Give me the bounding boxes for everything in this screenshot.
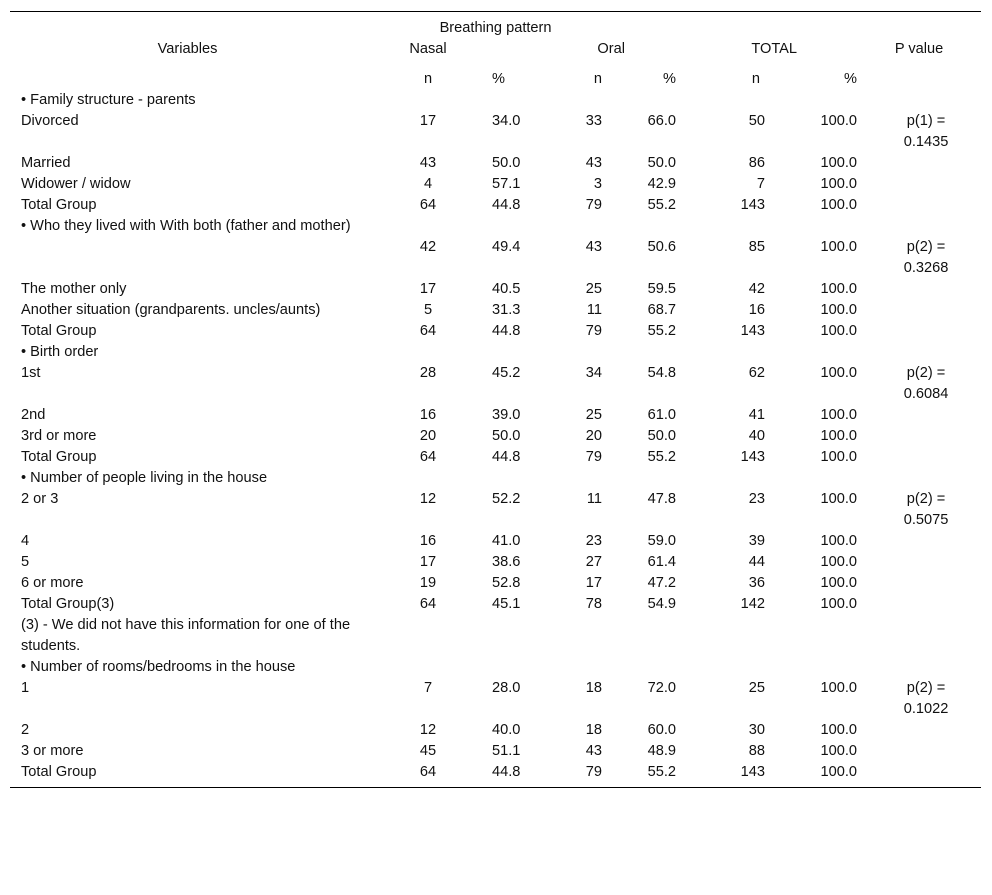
table-row [10, 174, 981, 195]
oral-n-cell: 25 [585, 281, 602, 297]
oral-n-cell: 78 [585, 596, 602, 612]
total-pct-cell: 100.0 [820, 428, 857, 444]
total-n-cell: 36 [748, 575, 765, 591]
group-family-structure-label: • Family structure - parents [21, 92, 196, 108]
table-row [10, 489, 981, 531]
oral-pct-cell: 61.0 [647, 407, 676, 423]
total-pct-cell: 100.0 [820, 323, 857, 339]
row-label: 3rd or more [21, 428, 97, 444]
table-row [10, 321, 981, 342]
oral-n-cell: 43 [585, 743, 602, 759]
row-label: 2 or 3 [21, 491, 59, 507]
nasal-pct-cell: 51.1 [492, 743, 521, 759]
footnote-3-label: (3) - We did not have this information for one of the students. [21, 617, 351, 654]
group-family-structure [10, 90, 981, 111]
p-value-cell [857, 552, 981, 573]
header-nasal: Nasal [409, 41, 447, 57]
header-nasal-n: n [423, 71, 433, 87]
oral-n-cell: 11 [586, 302, 602, 318]
oral-n-cell: 34 [585, 365, 602, 381]
table-row [10, 447, 981, 468]
oral-pct-cell: 55.2 [647, 449, 676, 465]
group-lived-with [10, 216, 981, 237]
nasal-pct-cell: 34.0 [492, 113, 521, 129]
total-n-cell: 23 [748, 491, 765, 507]
nasal-n-cell: 64 [419, 197, 437, 213]
total-n-cell: 42 [748, 281, 765, 297]
p-value-cell [857, 195, 981, 216]
oral-pct-cell: 55.2 [647, 323, 676, 339]
group-birth-order-label: • Birth order [21, 344, 99, 360]
p-value-cell [857, 573, 981, 594]
group-people-in-house-label: • Number of people living in the house [21, 470, 268, 486]
nasal-n-cell: 17 [419, 554, 437, 570]
oral-n-cell: 43 [585, 239, 602, 255]
total-pct-cell: 100.0 [820, 491, 857, 507]
p-value-cell [857, 405, 981, 426]
group-people-in-house [10, 468, 981, 489]
nasal-n-cell: 16 [419, 407, 437, 423]
oral-n-cell: 79 [585, 764, 602, 780]
p-value-cell [857, 447, 981, 468]
total-pct-cell: 100.0 [820, 239, 857, 255]
table-row [10, 594, 981, 615]
total-n-cell: 16 [748, 302, 765, 318]
oral-pct-cell: 50.0 [647, 428, 676, 444]
total-n-cell: 143 [740, 449, 765, 465]
nasal-n-cell: 17 [419, 113, 437, 129]
oral-n-cell: 79 [585, 323, 602, 339]
oral-pct-cell: 59.0 [647, 533, 676, 549]
oral-n-cell: 18 [585, 722, 602, 738]
total-n-cell: 143 [740, 323, 765, 339]
row-label: 2 [21, 722, 30, 738]
total-pct-cell: 100.0 [820, 680, 857, 696]
oral-pct-cell: 55.2 [647, 197, 676, 213]
oral-pct-cell: 55.2 [647, 764, 676, 780]
row-label: 3 or more [21, 743, 84, 759]
oral-n-cell: 33 [585, 113, 602, 129]
total-n-cell: 143 [740, 197, 765, 213]
table-row [10, 237, 981, 279]
table-row [10, 762, 981, 788]
table-row [10, 573, 981, 594]
nasal-pct-cell: 40.5 [492, 281, 521, 297]
row-label: Married [21, 155, 71, 171]
oral-n-cell: 17 [585, 575, 602, 591]
nasal-n-cell: 17 [419, 281, 437, 297]
header-total-n: n [751, 71, 760, 87]
nasal-n-cell: 64 [419, 449, 437, 465]
table-row [10, 300, 981, 321]
nasal-n-cell: 28 [419, 365, 437, 381]
table-row [10, 153, 981, 174]
p-value-cell: p(2) = 0.1022 [903, 680, 949, 717]
nasal-pct-cell: 49.4 [492, 239, 521, 255]
p-value-cell [857, 762, 981, 788]
oral-pct-cell: 47.2 [647, 575, 676, 591]
nasal-n-cell: 12 [419, 722, 437, 738]
p-value-cell [857, 300, 981, 321]
group-lived-with-label: • Who they lived with With both (father and mother) [21, 218, 351, 234]
total-n-cell: 50 [748, 113, 765, 129]
total-n-cell: 86 [748, 155, 765, 171]
row-label: Total Group [21, 449, 97, 465]
header-oral: Oral [597, 41, 625, 57]
nasal-pct-cell: 28.0 [492, 680, 521, 696]
oral-n-cell: 43 [585, 155, 602, 171]
oral-n-cell: 25 [585, 407, 602, 423]
nasal-n-cell: 16 [419, 533, 437, 549]
oral-n-cell: 23 [585, 533, 602, 549]
p-value-cell: p(2) = 0.5075 [903, 491, 949, 528]
nasal-pct-cell: 38.6 [492, 554, 521, 570]
header-p-value: P value [894, 41, 944, 57]
oral-pct-cell: 54.8 [647, 365, 676, 381]
nasal-n-cell: 64 [419, 323, 437, 339]
header-nasal-pct: % [492, 71, 505, 87]
oral-n-cell: 18 [585, 680, 602, 696]
nasal-pct-cell: 45.2 [492, 365, 521, 381]
nasal-pct-cell: 44.8 [492, 449, 521, 465]
nasal-n-cell: 4 [423, 176, 433, 192]
total-pct-cell: 100.0 [820, 197, 857, 213]
row-label: Total Group [21, 764, 97, 780]
row-label: Another situation (grandparents. uncles/aunts) [21, 302, 321, 318]
nasal-pct-cell: 52.8 [492, 575, 521, 591]
total-pct-cell: 100.0 [820, 449, 857, 465]
oral-n-cell: 20 [585, 428, 602, 444]
oral-pct-cell: 66.0 [647, 113, 676, 129]
header-oral-pct: % [663, 71, 676, 87]
nasal-pct-cell: 45.1 [492, 596, 521, 612]
table-row [10, 426, 981, 447]
group-rooms-label: • Number of rooms/bedrooms in the house [21, 659, 296, 675]
total-pct-cell: 100.0 [820, 743, 857, 759]
oral-pct-cell: 72.0 [647, 680, 676, 696]
total-pct-cell: 100.0 [820, 365, 857, 381]
oral-pct-cell: 42.9 [647, 176, 676, 192]
p-value-cell [857, 174, 981, 195]
total-pct-cell: 100.0 [820, 176, 857, 192]
total-pct-cell: 100.0 [820, 533, 857, 549]
nasal-pct-cell: 50.0 [492, 428, 521, 444]
oral-pct-cell: 60.0 [647, 722, 676, 738]
total-n-cell: 62 [748, 365, 765, 381]
nasal-n-cell: 45 [419, 743, 437, 759]
total-n-cell: 85 [748, 239, 765, 255]
oral-n-cell: 27 [585, 554, 602, 570]
total-n-cell: 142 [740, 596, 765, 612]
total-pct-cell: 100.0 [820, 407, 857, 423]
row-label [10, 237, 365, 279]
row-label: The mother only [21, 281, 127, 297]
p-value-cell [857, 594, 981, 615]
table-row [10, 111, 981, 153]
table-row [10, 552, 981, 573]
total-n-cell: 143 [740, 764, 765, 780]
oral-pct-cell: 50.6 [647, 239, 676, 255]
p-value-cell: p(1) = 0.1435 [903, 113, 949, 150]
total-pct-cell: 100.0 [820, 113, 857, 129]
table-row [10, 720, 981, 741]
nasal-pct-cell: 39.0 [492, 407, 521, 423]
nasal-pct-cell: 40.0 [492, 722, 521, 738]
nasal-n-cell: 12 [419, 491, 437, 507]
row-label: Widower / widow [21, 176, 131, 192]
oral-pct-cell: 68.7 [647, 302, 676, 318]
total-n-cell: 88 [748, 743, 765, 759]
total-pct-cell: 100.0 [820, 764, 857, 780]
oral-pct-cell: 59.5 [647, 281, 676, 297]
nasal-n-cell: 5 [423, 302, 433, 318]
p-value-cell [857, 720, 981, 741]
header-row-units [10, 69, 981, 90]
p-value-cell [857, 279, 981, 300]
nasal-n-cell: 64 [419, 596, 437, 612]
p-value-cell [857, 531, 981, 552]
nasal-pct-cell: 44.8 [492, 323, 521, 339]
p-value-cell [857, 426, 981, 447]
header-total: TOTAL [751, 41, 797, 57]
group-rooms [10, 657, 981, 678]
p-value-cell: p(2) = 0.6084 [903, 365, 949, 402]
header-variables: Variables [157, 41, 218, 57]
p-value-cell [857, 153, 981, 174]
total-pct-cell: 100.0 [820, 575, 857, 591]
table-row [10, 741, 981, 762]
p-value-cell: p(2) = 0.3268 [903, 239, 949, 276]
header-oral-n: n [593, 71, 602, 87]
nasal-pct-cell: 44.8 [492, 764, 521, 780]
nasal-n-cell: 43 [419, 155, 437, 171]
nasal-pct-cell: 50.0 [492, 155, 521, 171]
total-pct-cell: 100.0 [820, 155, 857, 171]
row-label: Total Group [21, 323, 97, 339]
total-n-cell: 41 [748, 407, 765, 423]
row-label: 6 or more [21, 575, 84, 591]
nasal-pct-cell: 52.2 [492, 491, 521, 507]
header-breathing-pattern: Breathing pattern [439, 20, 552, 36]
table-row [10, 279, 981, 300]
footnote-3 [10, 615, 981, 657]
table-row [10, 531, 981, 552]
nasal-n-cell: 64 [419, 764, 437, 780]
total-pct-cell: 100.0 [820, 281, 857, 297]
breathing-pattern-table [10, 11, 981, 788]
nasal-n-cell: 42 [419, 239, 437, 255]
group-birth-order [10, 342, 981, 363]
oral-pct-cell: 47.8 [647, 491, 676, 507]
oral-n-cell: 11 [586, 491, 602, 507]
row-label: 4 [21, 533, 30, 549]
row-label: Total Group(3) [21, 596, 115, 612]
oral-n-cell: 79 [585, 197, 602, 213]
oral-n-cell: 3 [593, 176, 602, 192]
table-row [10, 195, 981, 216]
p-value-cell [857, 741, 981, 762]
nasal-n-cell: 7 [423, 680, 433, 696]
nasal-pct-cell: 31.3 [492, 302, 521, 318]
row-label: 5 [21, 554, 30, 570]
p-value-cell [857, 321, 981, 342]
nasal-n-cell: 20 [419, 428, 437, 444]
header-total-pct: % [844, 71, 857, 87]
table-row [10, 678, 981, 720]
row-label: Divorced [21, 113, 79, 129]
total-n-cell: 40 [748, 428, 765, 444]
row-label: 2nd [21, 407, 46, 423]
total-n-cell: 44 [748, 554, 765, 570]
table-row [10, 405, 981, 426]
total-n-cell: 25 [748, 680, 765, 696]
total-pct-cell: 100.0 [820, 596, 857, 612]
nasal-pct-cell: 41.0 [492, 533, 521, 549]
oral-n-cell: 79 [585, 449, 602, 465]
total-n-cell: 7 [756, 176, 765, 192]
oral-pct-cell: 61.4 [647, 554, 676, 570]
total-n-cell: 30 [748, 722, 765, 738]
table-row [10, 363, 981, 405]
header-row-top [10, 12, 981, 40]
header-row-groups [10, 39, 981, 69]
total-n-cell: 39 [748, 533, 765, 549]
row-label: 1 [21, 680, 30, 696]
nasal-pct-cell: 57.1 [492, 176, 521, 192]
oral-pct-cell: 50.0 [647, 155, 676, 171]
row-label: Total Group [21, 197, 97, 213]
total-pct-cell: 100.0 [820, 302, 857, 318]
row-label: 1st [21, 365, 41, 381]
total-pct-cell: 100.0 [820, 554, 857, 570]
oral-pct-cell: 54.9 [647, 596, 676, 612]
nasal-pct-cell: 44.8 [492, 197, 521, 213]
nasal-n-cell: 19 [419, 575, 437, 591]
oral-pct-cell: 48.9 [647, 743, 676, 759]
total-pct-cell: 100.0 [820, 722, 857, 738]
